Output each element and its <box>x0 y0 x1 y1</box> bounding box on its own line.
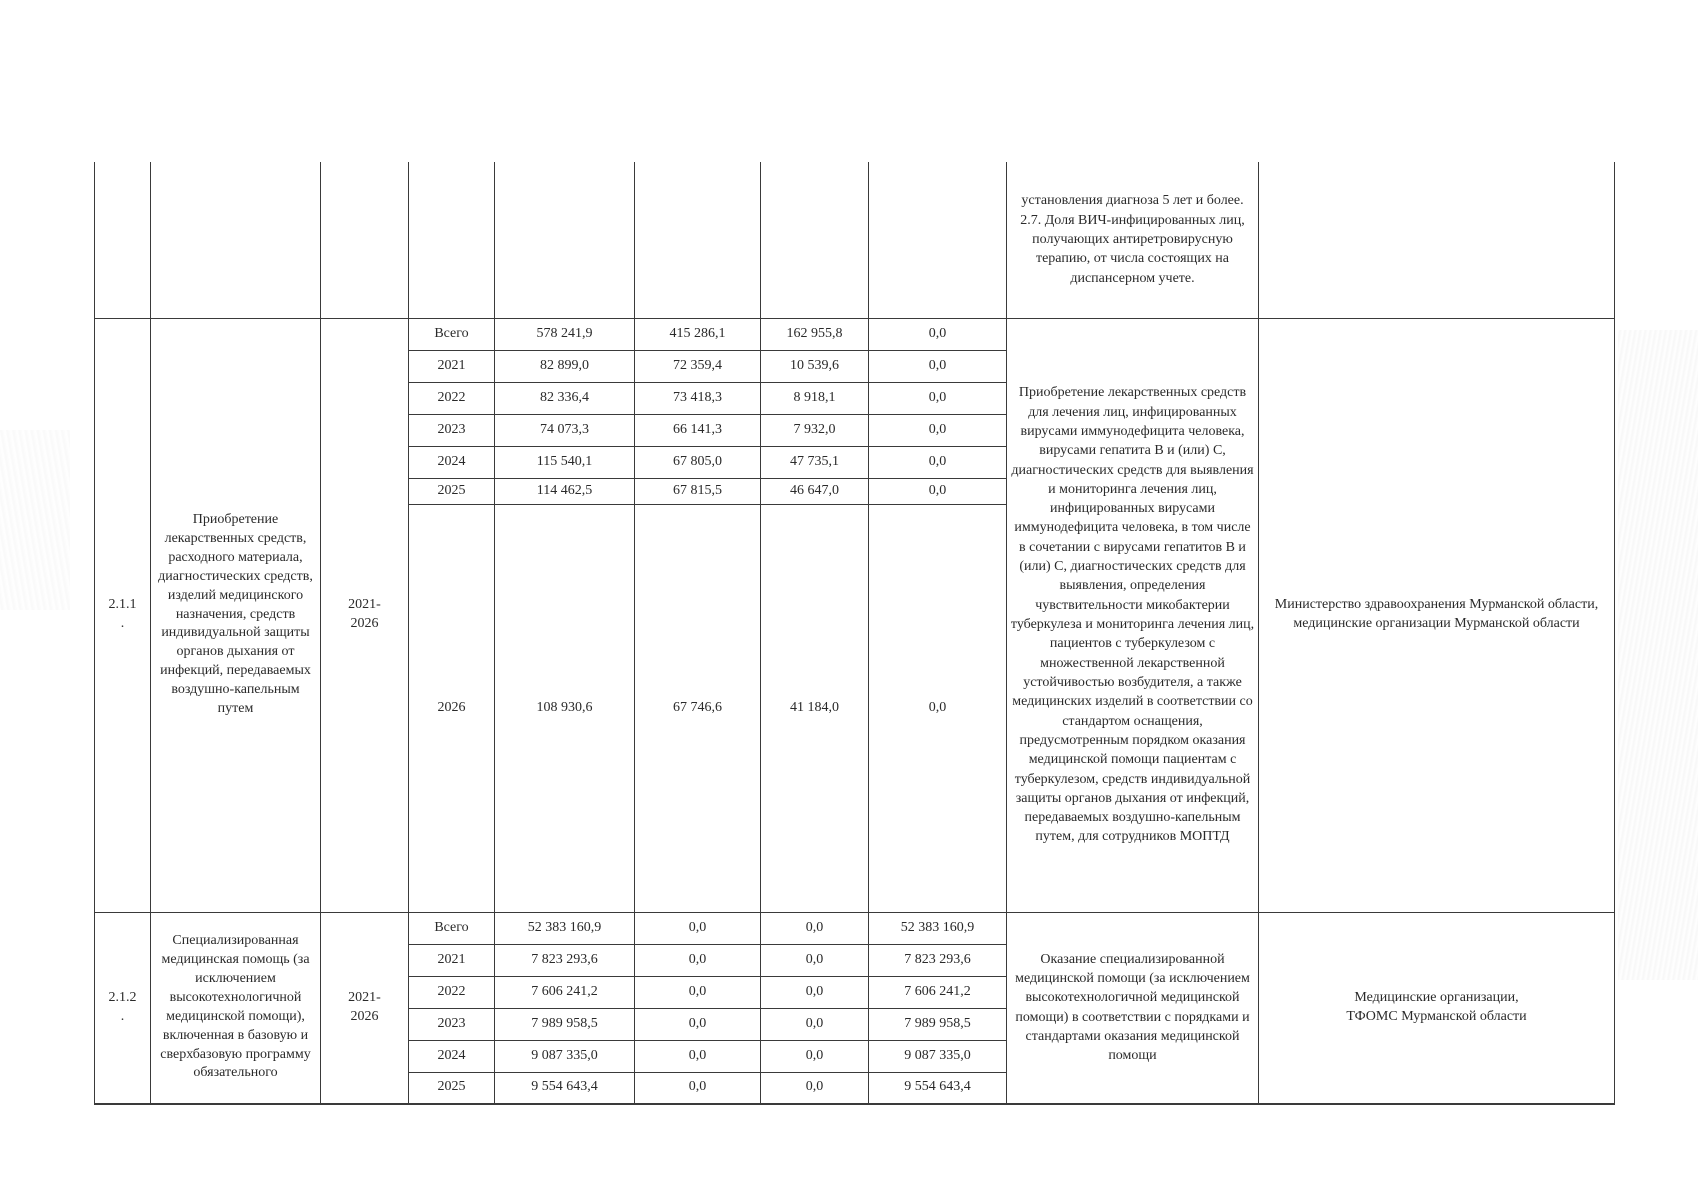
total-cell: 7 989 958,5 <box>495 1008 635 1040</box>
other-cell: 52 383 160,9 <box>869 912 1007 944</box>
regional-cell: 0,0 <box>761 1040 869 1072</box>
item-name: Специализированная медицинская помощь (за исключением высокотехнологичной медицинской помощи), включенная в базовую и сверхбазовую программу обязательного <box>151 912 321 1104</box>
total-cell: 74 073,3 <box>495 414 635 446</box>
other-cell: 0,0 <box>869 446 1007 478</box>
other-cell: 9 087 335,0 <box>869 1040 1007 1072</box>
year-cell: Всего <box>409 912 495 944</box>
table-row <box>95 162 1615 318</box>
regional-cell: 0,0 <box>761 912 869 944</box>
federal-cell: 0,0 <box>635 1072 761 1104</box>
total-cell: 82 899,0 <box>495 350 635 382</box>
total-cell: 9 087 335,0 <box>495 1040 635 1072</box>
year-cell: 2023 <box>409 414 495 446</box>
regional-cell: 0,0 <box>761 1008 869 1040</box>
other-cell: 0,0 <box>869 382 1007 414</box>
federal-cell: 0,0 <box>635 1008 761 1040</box>
scan-artifact <box>0 430 70 610</box>
indicators-text: установления диагноза 5 лет и более. 2.7. Доля ВИЧ-инфицированных лиц, получающих антиретровирусную терапию, от числа состоящих на диспансерном учете. <box>1020 193 1245 286</box>
year-cell: 2023 <box>409 1008 495 1040</box>
indicators-cell <box>1007 162 1259 318</box>
year-cell: 2022 <box>409 382 495 414</box>
table-row <box>95 318 1615 350</box>
year-cell: 2021 <box>409 944 495 976</box>
purpose-cell: Приобретение лекарственных средств для лечения лиц, инфицированных вирусами иммунодефицита человека, вирусами гепатита В и (или) С, диагностических средств для выявления и мониторинга лечения лиц, инфицированных вирусами иммунодефицита человека, в том числе в сочетании с вирусами гепатитов В и (или) С, диагностических средств для выявления, определения чувствительности микобактерии туберкулеза и мониторинга лечения лиц, пациентов с туберкулезом с множественной лекарственной устойчивостью возбудителя, а также медицинских изделий в соответствии со стандартом оснащения, предусмотренным порядком оказания медицинской помощи пациентам с туберкулезом, средств индивидуальной защиты органов дыхания от инфекций, передаваемых воздушно-капельным путем, для сотрудников МОПТД <box>1007 318 1259 912</box>
item-number: 2.1.1 . <box>95 318 151 912</box>
federal-cell: 0,0 <box>635 912 761 944</box>
year-cell: 2021 <box>409 350 495 382</box>
other-cell: 0,0 <box>869 478 1007 504</box>
federal-cell: 0,0 <box>635 1040 761 1072</box>
federal-cell: 0,0 <box>635 944 761 976</box>
year-cell: 2025 <box>409 478 495 504</box>
total-cell: 7 606 241,2 <box>495 976 635 1008</box>
federal-cell: 72 359,4 <box>635 350 761 382</box>
other-cell: 7 989 958,5 <box>869 1008 1007 1040</box>
other-cell: 7 823 293,6 <box>869 944 1007 976</box>
year-cell: 2024 <box>409 1040 495 1072</box>
item-name: Приобретение лекарственных средств, расходного материала, диагностических средств, изделий медицинского назначения, средств индивидуальной защиты органов дыхания от инфекций, передаваемых воздушно-капельным путем <box>151 318 321 912</box>
federal-cell: 0,0 <box>635 976 761 1008</box>
year-cell: 2026 <box>409 504 495 912</box>
cell-empty <box>151 162 321 318</box>
item-number: 2.1.2 . <box>95 912 151 1104</box>
other-cell: 0,0 <box>869 350 1007 382</box>
other-cell: 0,0 <box>869 318 1007 350</box>
regional-cell: 8 918,1 <box>761 382 869 414</box>
cell-empty <box>321 162 409 318</box>
year-cell: Всего <box>409 318 495 350</box>
regional-cell: 0,0 <box>761 976 869 1008</box>
federal-cell: 66 141,3 <box>635 414 761 446</box>
other-cell: 9 554 643,4 <box>869 1072 1007 1104</box>
table-row <box>95 912 1615 944</box>
regional-cell: 47 735,1 <box>761 446 869 478</box>
other-cell: 7 606 241,2 <box>869 976 1007 1008</box>
executor-cell: Министерство здравоохранения Мурманской области, медицинские организации Мурманской области <box>1259 318 1615 912</box>
item-period: 2021- 2026 <box>321 912 409 1104</box>
scan-artifact <box>1618 330 1698 980</box>
cell-empty <box>495 162 635 318</box>
total-cell: 115 540,1 <box>495 446 635 478</box>
year-cell: 2024 <box>409 446 495 478</box>
cell-empty <box>635 162 761 318</box>
other-cell: 0,0 <box>869 504 1007 912</box>
federal-cell: 67 805,0 <box>635 446 761 478</box>
regional-cell: 7 932,0 <box>761 414 869 446</box>
regional-cell: 0,0 <box>761 1072 869 1104</box>
other-cell: 0,0 <box>869 414 1007 446</box>
year-cell: 2022 <box>409 976 495 1008</box>
regional-cell: 41 184,0 <box>761 504 869 912</box>
total-cell: 82 336,4 <box>495 382 635 414</box>
cell-empty <box>869 162 1007 318</box>
federal-cell: 73 418,3 <box>635 382 761 414</box>
cell-empty <box>409 162 495 318</box>
regional-cell: 46 647,0 <box>761 478 869 504</box>
cell-empty <box>761 162 869 318</box>
executor-cell: Медицинские организации, ТФОМС Мурманской области <box>1259 912 1615 1104</box>
total-cell: 7 823 293,6 <box>495 944 635 976</box>
cell-empty <box>1259 162 1615 318</box>
total-cell: 52 383 160,9 <box>495 912 635 944</box>
total-cell: 578 241,9 <box>495 318 635 350</box>
total-cell: 114 462,5 <box>495 478 635 504</box>
year-cell: 2025 <box>409 1072 495 1104</box>
total-cell: 9 554 643,4 <box>495 1072 635 1104</box>
program-activities-table <box>94 162 1615 1105</box>
purpose-cell: Оказание специализированной медицинской помощи (за исключением высокотехнологичной медицинской помощи) в соответствии с порядками и стандартами оказания медицинской помощи <box>1007 912 1259 1104</box>
regional-cell: 0,0 <box>761 944 869 976</box>
federal-cell: 67 815,5 <box>635 478 761 504</box>
federal-cell: 67 746,6 <box>635 504 761 912</box>
cell-empty <box>95 162 151 318</box>
federal-cell: 415 286,1 <box>635 318 761 350</box>
item-period: 2021- 2026 <box>321 318 409 912</box>
regional-cell: 162 955,8 <box>761 318 869 350</box>
total-cell: 108 930,6 <box>495 504 635 912</box>
regional-cell: 10 539,6 <box>761 350 869 382</box>
